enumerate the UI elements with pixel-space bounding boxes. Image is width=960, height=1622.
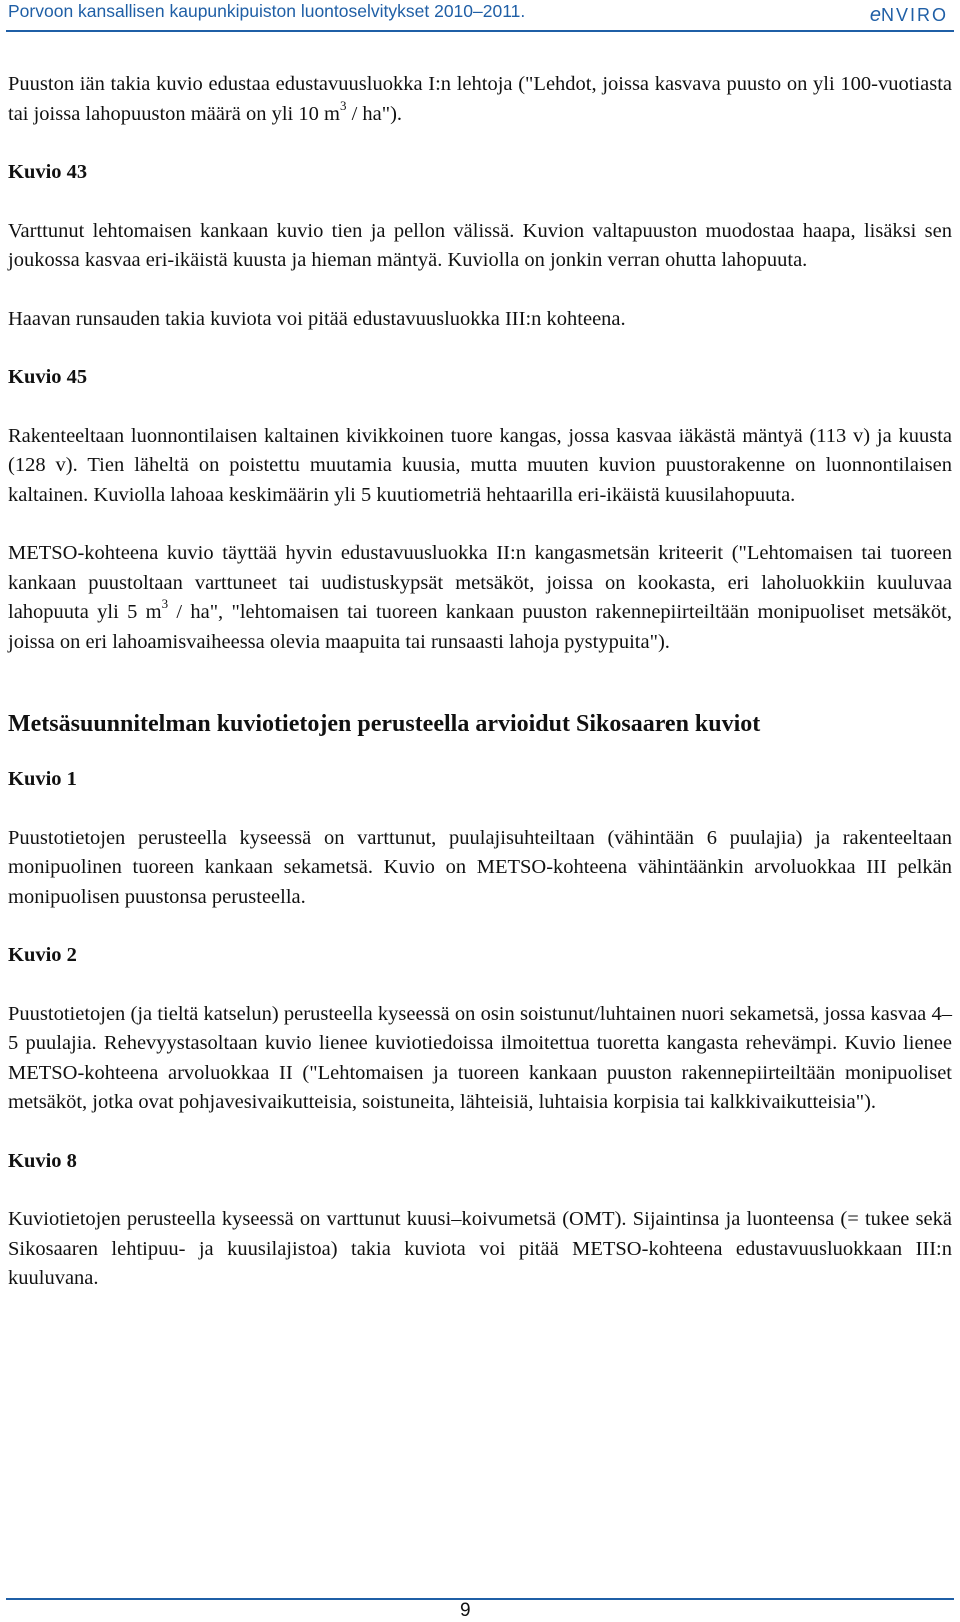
kuvio-8-description: Kuviotietojen perusteella kyseessä on varttunut kuusi–koivumetsä (OMT). Sijaintinsa ja luonteensa (= tukee sekä Sikosaaren lehtipuu- ja kuusilajistoa) takia kuviota voi pitää METSO-kohteena edustavuusluokkaan III:n kuuluvana. (8, 1208, 952, 1289)
kuvio-43-heading: Kuvio 43 (8, 161, 88, 183)
kuvio-8-heading: Kuvio 8 (8, 1149, 77, 1172)
page-header (6, 0, 954, 32)
kuvio-45-heading: Kuvio 45 (8, 366, 88, 388)
kuvio-1-heading: Kuvio 1 (8, 768, 77, 790)
kuvio-45-metso: METSO-kohteena kuvio täyttää hyvin edustavuusluokka II:n kangasmetsän kriteerit ("Lehtomaisen tai tuoreen kankaan puustoltaan varttuneet tai uudistuskypsät metsäköt, joissa on kookasta, eri laholuokkiin kuuluvaa lahopuuta yli 5 $m^3$ / ha", "lehtomaisen tai tuoreen kankaan puuston rakennepiirteiltään monipuoliset metsäköt, joissa on eri lahoamisvaiheessa olevia maapuita tai runsaasti lahoja pystypuita"). (8, 542, 952, 653)
kuvio-1-description: Puustotietojen perusteella kyseessä on varttunut, puulajisuhteiltaan (vähintään 6 puulajia) ja rakenteeltaan monipuolinen tuoreen kankaan sekametsä. Kuvio on METSO-kohteena vähintäänkin arvoluokkaa III pelkän monipuolisen puustonsa perusteella. (8, 826, 952, 908)
superscript-3: 3 (161, 596, 169, 611)
footer-rule (6, 1598, 954, 1600)
paragraph-kuvio-age: Puuston iän takia kuvio edustaa edustavuusluokka I:n lehtoja ("Lehdot, joissa kasvava puusto on yli 100-vuotiasta tai joissa lahopuuston määrä on yli 10 $m^3$ / ha"). (8, 73, 952, 125)
kuvio-2-description: Puustotietojen (ja tieltä katselun) perusteella kyseessä on osin soistunut/luhtainen nuori sekametsä, jossa kasvaa 4–5 puulajia. Rehevyystasoltaan kuvio lienee kuviotiedoissa ilmoitettua tuoretta kangasta rehevämpi. Kuvio lienee METSO-kohteena arvoluokkaa II ("Lehtomaisen ja tuoreen kankaan puuston rakennepiirteiltään monipuoliset metsäköt, jotka ovat pohjavesivaikutteisia, soistuneita, lähteisiä, luhtaisia korpisia tai kalkkivaikutteisia"). (8, 1002, 952, 1113)
kuvio-2-heading: Kuvio 2 (8, 944, 77, 966)
kuvio-43-description: Varttunut lehtomaisen kankaan kuvio tien ja pellon välissä. Kuvion valtapuuston muodostaa haapa, lisäksi sen joukossa kasvaa eri-ikäistä kuusta ja hieman mäntyä. Kuviolla on jonkin verran ohutta lahopuuta. (8, 219, 952, 271)
kuvio-45-description: Rakenteeltaan luonnontilaisen kaltainen kivikkoinen tuore kangas, jossa kasvaa iäkästä mäntyä (113 v) ja kuusta (128 v). Tien läheltä on poistettu muutamia kuusia, mutta muuten kuvion puustorakenne on luonnontilaisen kaltainen. Kuviolla lahoaa keskimäärin yli 5 kuutiometriä hehtaarilla eri-ikäistä kuusilahopuuta. (8, 424, 952, 506)
header-title: Porvoon kansallisen kaupunkipuiston luontoselvitykset 2010–2011. (8, 1, 526, 21)
enviro-logo: eNVIRO (869, 4, 948, 26)
page-number: 9 (460, 1600, 471, 1621)
section-title: Metsäsuunnitelman kuviotietojen perusteella arvioidut Sikosaaren kuviot (8, 711, 761, 737)
kuvio-43-classification: Haavan runsauden takia kuviota voi pitää edustavuusluokka III:n kohteena. (8, 307, 626, 330)
superscript-3: 3 (339, 97, 347, 113)
page-content (8, 70, 952, 1294)
